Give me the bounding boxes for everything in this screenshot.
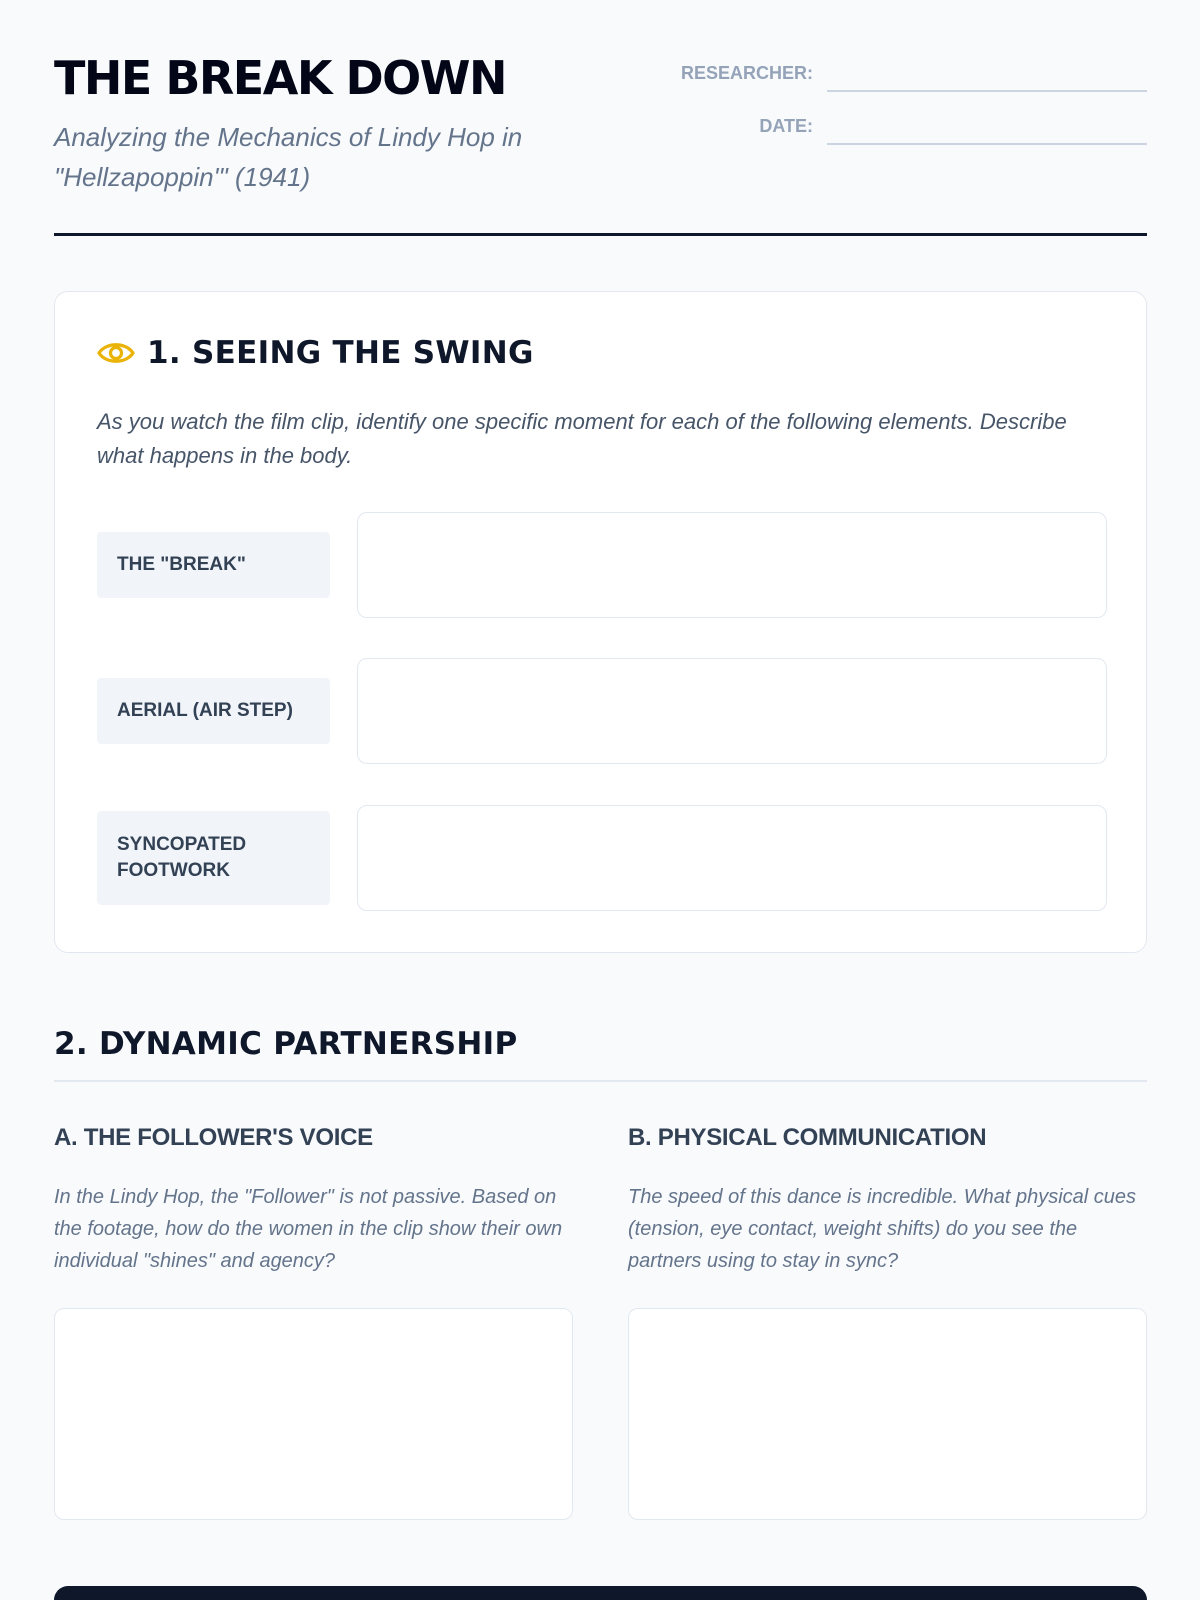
researcher-row <box>653 60 1147 92</box>
date-label: DATE: <box>759 116 813 136</box>
section1-title: 1. SEEING THE SWING <box>147 335 534 371</box>
answer-box-syncopated-footwork[interactable] <box>357 805 1107 911</box>
eye-icon <box>97 338 135 368</box>
worksheet-page <box>54 0 1147 1272</box>
followers-voice-title: A. THE FOLLOWER'S VOICE <box>54 1124 373 1151</box>
answer-box-aerial[interactable] <box>357 658 1107 764</box>
section2-title: 2. DYNAMIC PARTNERSHIP <box>54 1026 518 1062</box>
followers-voice-answer-box[interactable] <box>54 1308 573 1520</box>
worksheet-header <box>54 0 1147 236</box>
physical-communication-answer-box[interactable] <box>628 1308 1147 1520</box>
section1-heading <box>97 335 534 371</box>
section-seeing-the-swing <box>54 291 1147 953</box>
page-title: THE BREAK DOWN <box>54 51 507 105</box>
section1-instructions: As you watch the film clip, identify one specific moment for each of the following elements. Describe what happens in the body. <box>97 409 1067 468</box>
researcher-field[interactable] <box>827 60 1147 92</box>
date-row <box>653 113 1147 145</box>
researcher-label: RESEARCHER: <box>680 63 813 83</box>
page-subtitle: Analyzing the Mechanics of Lindy Hop in "Hellzapoppin'" (1941) <box>54 122 523 192</box>
footer-bar <box>54 1586 1147 1600</box>
date-field[interactable] <box>827 113 1147 145</box>
row-label: SYNCOPATED FOOTWORK <box>97 811 330 905</box>
row-label: THE "BREAK" <box>97 532 330 598</box>
section2-heading <box>54 1022 1147 1082</box>
followers-voice-column <box>54 1124 573 1272</box>
physical-communication-instructions: The speed of this dance is incredible. What physical cues (tension, eye contact, weight shifts) do you see the partners using to stay in sync? <box>628 1186 1137 1272</box>
physical-communication-title: B. PHYSICAL COMMUNICATION <box>628 1124 987 1151</box>
physical-communication-column <box>628 1124 1147 1272</box>
answer-box-the-break[interactable] <box>357 512 1107 618</box>
followers-voice-instructions: In the Lindy Hop, the "Follower" is not passive. Based on the footage, how do the women in the clip show their own individual "shines" and agency? <box>54 1186 563 1272</box>
row-label: AERIAL (AIR STEP) <box>97 678 330 744</box>
